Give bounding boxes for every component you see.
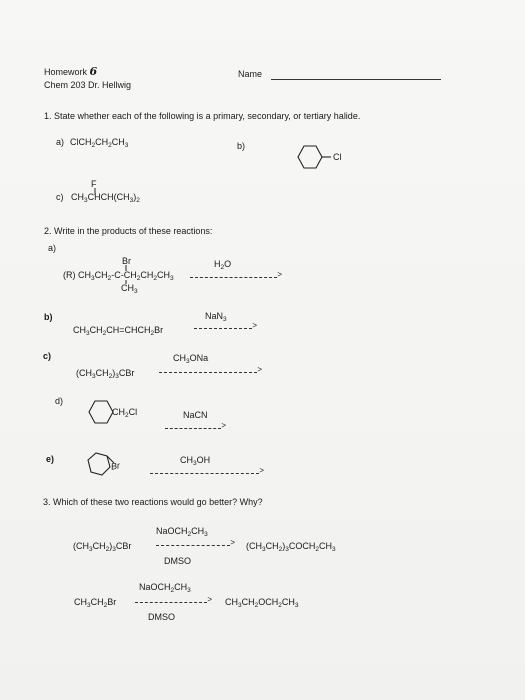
q1b-label: b): [237, 141, 246, 151]
q3-r2-reagent: [139, 582, 191, 596]
formula-subscript: 3: [285, 546, 289, 553]
homework-number: 6: [89, 65, 98, 78]
q2a-formula: [63, 270, 174, 284]
q2c-reagent: [173, 353, 208, 367]
formula-subscript: 3: [92, 373, 96, 380]
formula-text: ClCH: [70, 137, 92, 147]
reaction-arrow: [159, 372, 257, 373]
formula-text: COCH: [288, 541, 316, 551]
formula-text: NaN: [205, 311, 224, 321]
q3-r1-product: [246, 541, 336, 555]
formula-subscript: 3: [129, 197, 134, 204]
formula-text: ): [109, 541, 113, 551]
formula-text: (CH: [76, 368, 92, 378]
formula-text: CH: [180, 455, 193, 465]
formula-text: OH: [196, 455, 211, 465]
formula-subscript: 3: [332, 546, 336, 553]
formula-subscript: 3: [112, 546, 116, 553]
formula-text: ): [133, 192, 137, 202]
formula-text: CH: [95, 368, 109, 378]
q2d-label: d): [55, 396, 64, 406]
formula-text: CH: [225, 597, 238, 607]
formula-text: CH: [319, 541, 332, 551]
formula-text: O: [224, 259, 232, 269]
q2b-reagent: [205, 311, 227, 325]
formula-text: CH: [112, 407, 125, 417]
formula-subscript: 2: [107, 275, 112, 282]
formula-text: CH: [157, 270, 170, 280]
cyclohexane-ring: [298, 146, 322, 168]
formula-subscript: 3: [115, 373, 119, 380]
q2-prompt: 2. Write in the products of these reactions:: [44, 226, 213, 236]
formula-text: CH: [281, 597, 295, 607]
formula-subscript: 3: [186, 358, 190, 365]
reaction-arrow: [135, 602, 207, 603]
q2c-label: c): [43, 351, 52, 361]
formula-subscript: 2: [136, 275, 141, 282]
q1-prompt: 1. State whether each of the following is a primary, secondary, or tertiary halide.: [44, 111, 361, 121]
formula-subscript: 2: [153, 275, 157, 282]
q2a-bottom-group: [121, 283, 138, 297]
formula-text: CH: [94, 270, 108, 280]
formula-subscript: 3: [262, 546, 266, 553]
formula-subscript: 2: [102, 330, 107, 337]
formula-subscript: 3: [170, 275, 174, 282]
formula-text: CH: [111, 137, 125, 147]
formula-subscript: 2: [136, 197, 140, 204]
formula-subscript: 3: [294, 602, 299, 609]
formula-text: CH: [89, 325, 103, 335]
q3-r1-reactant: [73, 541, 131, 555]
formula-subscript: 2: [103, 602, 108, 609]
formula-subscript: 2: [187, 531, 192, 538]
formula-subscript: 3: [223, 316, 227, 323]
formula-subscript: 3: [187, 587, 191, 594]
formula-text: CH: [74, 597, 87, 607]
formula-text: -C-CH: [111, 270, 137, 280]
formula-text: NaOCH: [139, 582, 171, 592]
formula-subscript: 2: [105, 546, 110, 553]
q3-r2-reactant: [74, 597, 116, 611]
formula-text: CH: [265, 541, 279, 551]
formula-text: OCH: [258, 597, 279, 607]
formula-text: CH: [173, 353, 186, 363]
formula-subscript: 2: [91, 142, 96, 149]
formula-text: H: [214, 259, 221, 269]
formula-subscript: 2: [108, 142, 112, 149]
q2a-reagent: [214, 259, 231, 273]
formula-text: CH: [73, 325, 86, 335]
course-line: Chem 203 Dr. Hellwig: [44, 80, 132, 90]
formula-text: CH: [191, 526, 205, 536]
formula-text: Br: [107, 597, 117, 607]
q3-prompt: 3. Which of these two reactions would go better? Why?: [43, 497, 263, 507]
formula-text: CH: [140, 270, 154, 280]
q2a-label: a): [48, 243, 57, 253]
q1a-formula: [70, 137, 128, 151]
formula-text: ): [112, 368, 116, 378]
formula-subscript: 3: [238, 602, 242, 609]
formula-text: (CH: [246, 541, 262, 551]
cyclohexane-ring: [89, 401, 113, 423]
q1c-top-atom: F: [91, 179, 97, 189]
formula-subscript: 3: [134, 288, 138, 295]
reaction-arrow: [190, 277, 277, 278]
q2d-reagent: NaCN: [183, 410, 208, 420]
q3-r2-solvent: DMSO: [148, 612, 175, 622]
formula-text: CH: [90, 597, 104, 607]
q2b-label: b): [44, 312, 53, 322]
formula-subscript: 3: [84, 197, 88, 204]
q2e-reagent: [180, 455, 210, 469]
homework-label: Homework: [44, 67, 88, 77]
formula-text: CHCH(CH: [87, 192, 130, 202]
formula-text: CBr: [118, 368, 135, 378]
name-label: Name: [238, 69, 263, 79]
formula-text: CH: [95, 137, 109, 147]
q1c-label: c): [56, 192, 64, 202]
q2e-substituent: Br: [110, 460, 121, 472]
formula-subscript: 3: [89, 546, 93, 553]
homework-title: [44, 66, 97, 78]
q1c-formula: [71, 192, 140, 206]
q3-r2-product: [225, 597, 299, 611]
formula-text: NaOCH: [156, 526, 188, 536]
q2a-top-atom: Br: [122, 256, 131, 266]
formula-text: (R) CH: [63, 270, 91, 280]
formula-text: ONa: [189, 353, 209, 363]
formula-subscript: 3: [204, 531, 208, 538]
formula-subscript: 2: [150, 330, 155, 337]
cyclohexane-ring: [88, 453, 110, 475]
formula-text: Cl: [128, 407, 138, 417]
reaction-arrow: [150, 473, 259, 474]
formula-subscript: 2: [170, 587, 175, 594]
q3-r1-reagent: [156, 526, 208, 540]
formula-text: Br: [154, 325, 164, 335]
formula-subscript: 3: [124, 142, 129, 149]
formula-subscript: 3: [87, 602, 91, 609]
q2b-formula: [73, 325, 163, 339]
reaction-arrow: [156, 545, 230, 546]
formula-subscript: 3: [91, 275, 95, 282]
formula-text: ): [282, 541, 286, 551]
formula-text: CH: [121, 283, 134, 293]
formula-text: CH: [71, 192, 84, 202]
formula-subscript: 2: [278, 602, 282, 609]
formula-subscript: 2: [220, 264, 225, 271]
cyclopentane-chloride-structure: [296, 145, 366, 175]
formula-subscript: 2: [125, 412, 129, 419]
formula-text: CBr: [115, 541, 132, 551]
formula-subscript: 2: [108, 373, 113, 380]
reaction-arrow: [165, 428, 221, 429]
q2e-label: e): [46, 454, 55, 464]
formula-text: CH: [174, 582, 188, 592]
formula-text: (CH: [73, 541, 89, 551]
q2c-formula: [76, 368, 134, 382]
formula-subscript: 3: [193, 460, 197, 467]
formula-subscript: 2: [254, 602, 259, 609]
q3-r1-solvent: DMSO: [164, 556, 191, 566]
q1b-substituent: Cl: [333, 152, 342, 162]
q1a-label: a): [56, 137, 65, 147]
formula-subscript: 2: [315, 546, 319, 553]
formula-text: CH: [92, 541, 106, 551]
formula-subscript: 2: [278, 546, 283, 553]
name-blank-line: [271, 79, 441, 80]
formula-text: CH: [241, 597, 255, 607]
q2d-substituent: [112, 407, 137, 421]
reaction-arrow: [194, 328, 252, 329]
formula-subscript: 3: [86, 330, 90, 337]
formula-text: CH=CHCH: [106, 325, 151, 335]
